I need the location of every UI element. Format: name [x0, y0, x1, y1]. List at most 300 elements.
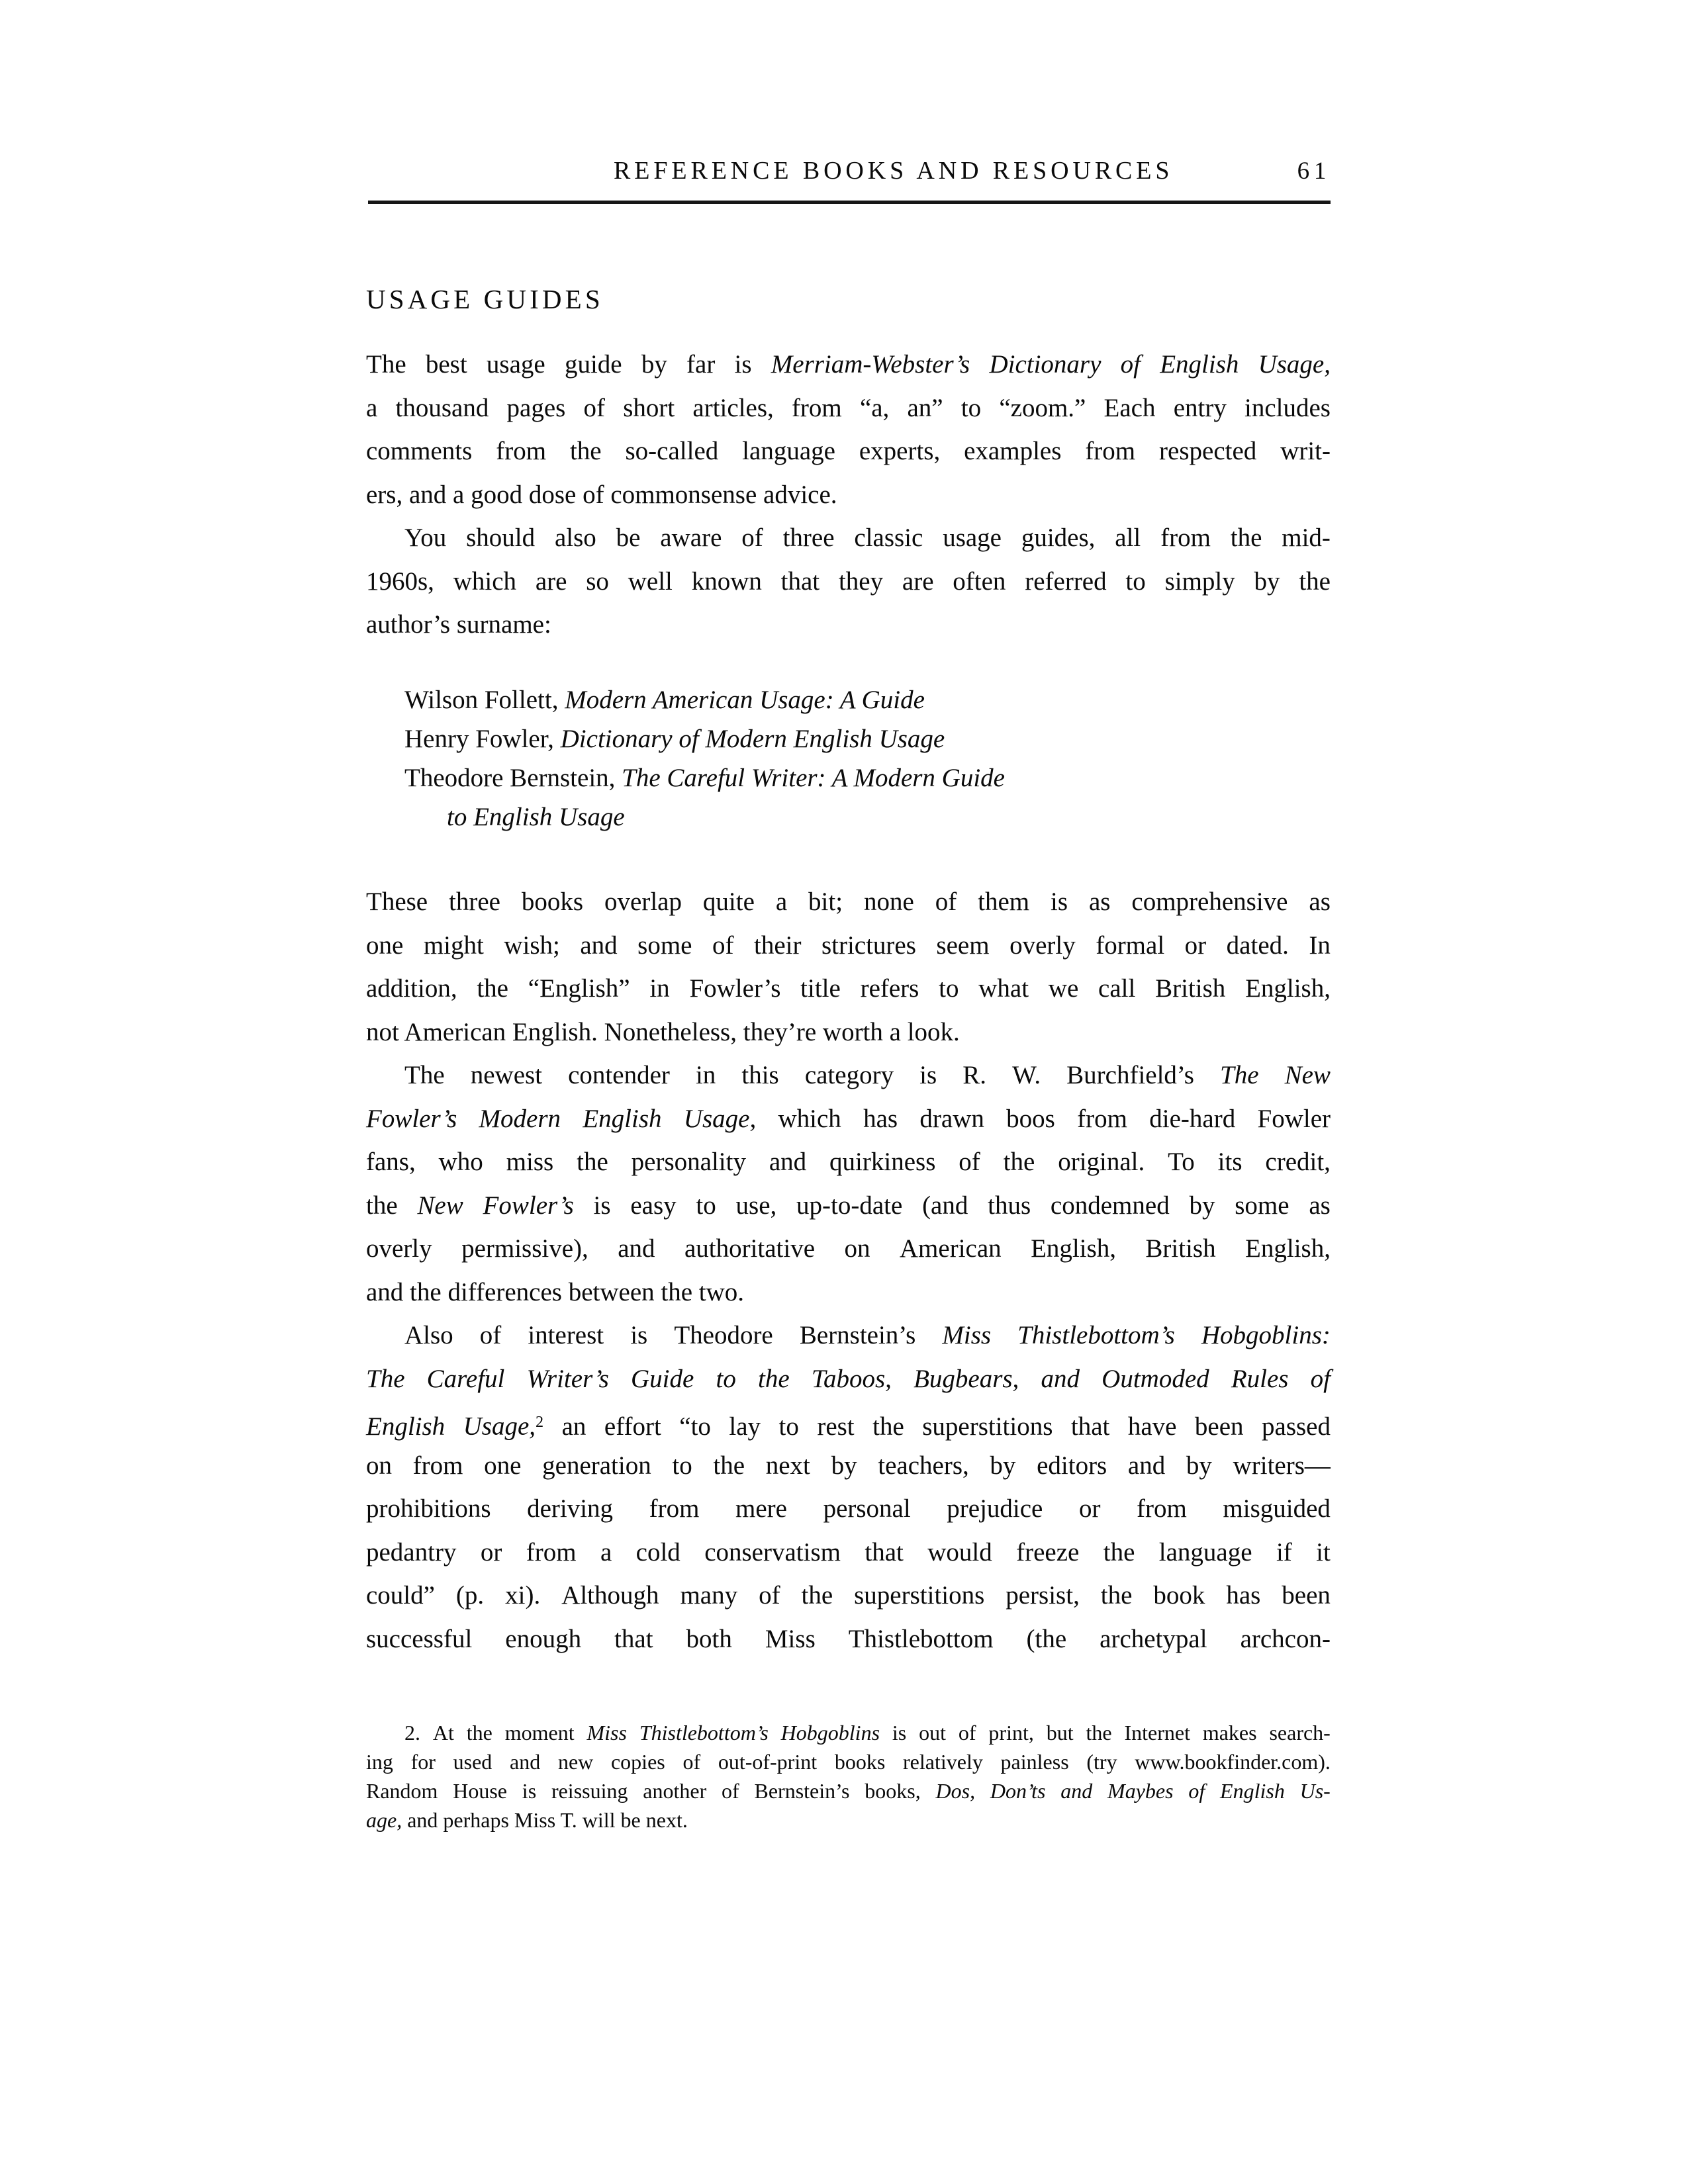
word: the — [1003, 1148, 1035, 1176]
word: best — [425, 350, 467, 379]
word: overlap — [604, 887, 682, 916]
word: Bernstein’s — [754, 1779, 850, 1803]
word: The — [366, 350, 406, 379]
word: “a, — [859, 393, 890, 422]
text-line: ers, and a good dose of commonsense advice. — [366, 480, 837, 509]
word: been — [1194, 1412, 1244, 1441]
word: or — [1078, 1494, 1101, 1523]
word: quite — [702, 887, 755, 916]
word: to — [716, 1364, 736, 1393]
word: is — [1051, 887, 1068, 916]
word: that — [1070, 1412, 1110, 1441]
word: prohibitions — [366, 1494, 491, 1523]
word: refers — [860, 974, 919, 1003]
word: aware — [660, 523, 722, 552]
word: die-hard — [1149, 1104, 1236, 1133]
text-line — [366, 343, 1331, 387]
word: used — [453, 1750, 492, 1774]
word: quirkiness — [829, 1148, 936, 1176]
word: generation — [542, 1451, 651, 1480]
text-line: Henry Fowler, Dictionary of Modern English Usage — [404, 725, 945, 753]
word: Thistlebottom — [848, 1624, 994, 1653]
word: the — [1086, 1721, 1112, 1745]
word: are — [535, 567, 567, 596]
word: copies — [610, 1750, 665, 1774]
word: English, — [1031, 1234, 1116, 1263]
word: overly — [366, 1234, 432, 1263]
word: books — [834, 1750, 886, 1774]
word: Don’ts — [990, 1779, 1046, 1803]
word: what — [978, 974, 1029, 1003]
text-line — [366, 1400, 1331, 1444]
word: Maybes — [1107, 1779, 1174, 1803]
word: rest — [817, 1412, 855, 1441]
word: entry — [1173, 393, 1227, 422]
word: an” — [907, 393, 943, 422]
word: Hobgoblins — [780, 1721, 880, 1745]
word: relatively — [903, 1750, 983, 1774]
text-line: and the differences between the two. — [366, 1277, 745, 1306]
word: Careful — [426, 1364, 505, 1393]
word: of — [479, 1321, 502, 1349]
word: and — [1127, 1451, 1166, 1480]
word: easy — [630, 1191, 677, 1220]
word: respected — [1159, 437, 1257, 465]
word: of — [935, 887, 957, 916]
word: writ- — [1280, 437, 1331, 465]
text-line — [366, 516, 1331, 560]
word: so-called — [625, 437, 719, 465]
word: misguided — [1223, 1494, 1331, 1523]
word: of — [759, 1581, 780, 1610]
word: title — [800, 974, 841, 1003]
word: their — [753, 931, 802, 960]
word: original. — [1058, 1148, 1145, 1176]
word: all — [1115, 523, 1141, 552]
word: often — [953, 567, 1006, 596]
word: that — [780, 567, 820, 596]
word: comprehensive — [1131, 887, 1288, 916]
word: 1960s, — [366, 567, 434, 596]
word: three — [782, 523, 835, 552]
text-line — [366, 1314, 1331, 1357]
word: interest — [528, 1321, 604, 1349]
word: In — [1309, 931, 1331, 960]
word: on — [366, 1451, 392, 1480]
word: freeze — [1016, 1537, 1080, 1567]
word: so — [586, 567, 609, 596]
word: The — [366, 1364, 405, 1393]
word: credit, — [1265, 1148, 1331, 1176]
word: 2. — [404, 1721, 420, 1745]
text-line — [366, 1776, 1331, 1805]
text-line: Theodore Bernstein, The Careful Writer: A Modern Guide — [404, 764, 1005, 792]
word: miss — [506, 1148, 554, 1176]
word: Writer’s — [526, 1364, 609, 1393]
word: thousand — [395, 393, 489, 422]
text-line: age, and perhaps Miss T. will be next. — [366, 1808, 688, 1832]
word: or — [480, 1537, 502, 1567]
word: to — [961, 393, 982, 422]
word: books, — [865, 1779, 921, 1803]
word: (the — [1026, 1624, 1067, 1653]
word: from — [496, 437, 547, 465]
word: in — [649, 974, 670, 1003]
page-number: 61 — [1297, 158, 1331, 185]
word: by — [1189, 1191, 1215, 1220]
word: are — [902, 567, 934, 596]
word: this — [741, 1061, 779, 1089]
word: contender — [568, 1061, 670, 1089]
word: Random — [366, 1779, 438, 1803]
word: should — [466, 523, 536, 552]
running-header-title: REFERENCE BOOKS AND RESOURCES — [614, 157, 1174, 185]
word: condemned — [1050, 1191, 1170, 1220]
word: has — [1226, 1581, 1261, 1610]
word: an — [561, 1412, 586, 1441]
word: who — [438, 1148, 483, 1176]
word: as — [1088, 887, 1111, 916]
word: one — [484, 1451, 522, 1480]
word: permissive), — [461, 1234, 588, 1263]
word: formal — [1096, 931, 1165, 960]
word: or — [1184, 931, 1207, 960]
word: they — [838, 567, 884, 596]
text-line — [366, 1718, 1331, 1747]
word: them — [978, 887, 1030, 916]
word: classic — [854, 523, 923, 552]
word: mid- — [1282, 523, 1331, 552]
word: that — [865, 1537, 904, 1567]
word: of — [712, 931, 734, 960]
word: superstitions — [922, 1412, 1053, 1441]
word: the — [577, 1148, 608, 1176]
word: language — [1158, 1537, 1252, 1567]
footnote-block — [366, 1718, 1331, 1835]
word: of — [722, 1779, 739, 1803]
word: Miss — [586, 1721, 627, 1745]
word: by — [990, 1451, 1016, 1480]
word: Hobgoblins: — [1201, 1321, 1331, 1349]
word: Each — [1103, 393, 1156, 422]
word: is — [892, 1721, 907, 1745]
word: the — [466, 1721, 492, 1745]
word: Dos, — [935, 1779, 976, 1803]
word: search- — [1269, 1721, 1331, 1745]
word: as — [1309, 1191, 1331, 1220]
word: Fowler’s — [366, 1104, 457, 1133]
word: of — [1188, 1779, 1205, 1803]
word: the — [1299, 567, 1331, 596]
word: from — [1085, 437, 1136, 465]
word: is — [522, 1779, 537, 1803]
word: newest — [470, 1061, 543, 1089]
word: and — [769, 1148, 807, 1176]
word: many — [680, 1581, 738, 1610]
text-line: Wilson Follett, Modern American Usage: A Guide — [404, 686, 925, 714]
word: print, — [988, 1721, 1034, 1745]
word: successful — [366, 1624, 473, 1653]
paragraph-block-top — [366, 343, 1331, 647]
word: and — [618, 1234, 655, 1263]
word: out — [919, 1721, 946, 1745]
word: Outmoded — [1102, 1364, 1209, 1393]
word: Also — [404, 1321, 453, 1349]
word: Thistlebottom’s — [1017, 1321, 1175, 1349]
word: xi). — [505, 1581, 541, 1610]
word: archcon- — [1240, 1624, 1331, 1653]
section-heading: USAGE GUIDES — [366, 284, 604, 314]
word: could” — [366, 1581, 435, 1610]
word: reissuing — [551, 1779, 628, 1803]
word: the — [758, 1364, 790, 1393]
word: the — [713, 1451, 745, 1480]
word: addition, — [366, 974, 457, 1003]
word: is — [919, 1061, 937, 1089]
word: of — [682, 1750, 701, 1774]
word: New — [1284, 1061, 1331, 1089]
word: by — [831, 1451, 857, 1480]
word: for — [410, 1750, 436, 1774]
word: makes — [1202, 1721, 1257, 1745]
word: Merriam-Webster’s — [771, 350, 970, 379]
word: “English” — [528, 974, 630, 1003]
word: comments — [366, 437, 473, 465]
word: a — [600, 1537, 612, 1567]
word: deriving — [527, 1494, 614, 1523]
word: usage — [486, 350, 545, 379]
word: from — [1077, 1104, 1127, 1133]
word: a — [775, 887, 788, 916]
word: passed — [1262, 1412, 1331, 1441]
word: simply — [1164, 567, 1235, 596]
word: (and — [922, 1191, 968, 1220]
word: editors — [1037, 1451, 1107, 1480]
text-line — [366, 387, 1331, 430]
word: Taboos, — [811, 1364, 892, 1393]
word: referred — [1025, 567, 1107, 596]
word: painless — [1000, 1750, 1069, 1774]
word: authoritative — [684, 1234, 816, 1263]
word: to — [696, 1191, 716, 1220]
word: of — [741, 523, 763, 552]
word: English, — [1245, 974, 1331, 1003]
word: Bernstein’s — [799, 1321, 916, 1349]
word: to — [1125, 567, 1146, 596]
word: (p. — [455, 1581, 485, 1610]
text-line — [366, 1487, 1331, 1531]
word: to — [672, 1451, 692, 1480]
text-line — [366, 1444, 1331, 1488]
word: dated. — [1226, 931, 1289, 960]
word: To — [1168, 1148, 1195, 1176]
word: the — [872, 1412, 904, 1441]
word: “zoom.” — [999, 393, 1086, 422]
word: overly — [1009, 931, 1076, 960]
word: Bugbears, — [914, 1364, 1019, 1393]
word: personal — [823, 1494, 911, 1523]
word: but — [1046, 1721, 1074, 1745]
text-line — [366, 560, 1331, 604]
word: drawn — [919, 1104, 984, 1133]
word: Fowler — [1257, 1104, 1331, 1133]
text-line — [366, 1574, 1331, 1617]
word: guide — [564, 350, 622, 379]
word: The — [404, 1061, 445, 1089]
word: British — [1155, 974, 1226, 1003]
word: Guide — [631, 1364, 694, 1393]
word: thus — [988, 1191, 1031, 1220]
word: books — [521, 887, 584, 916]
word: includes — [1244, 393, 1331, 422]
text-line — [366, 924, 1331, 968]
word: from — [412, 1451, 463, 1480]
word: the — [1100, 1581, 1133, 1610]
word: both — [686, 1624, 732, 1653]
word: cold — [635, 1537, 680, 1567]
word: from — [1160, 523, 1211, 552]
word: from — [526, 1537, 577, 1567]
word: that — [614, 1624, 653, 1653]
word: prejudice — [947, 1494, 1043, 1523]
running-header — [366, 156, 1331, 185]
word: another — [643, 1779, 707, 1803]
word: persist, — [1006, 1581, 1080, 1610]
word: of — [1310, 1364, 1331, 1393]
word: the — [801, 1581, 833, 1610]
word: which — [453, 567, 517, 596]
text-line: author’s surname: — [366, 610, 551, 639]
book-list — [366, 680, 1331, 837]
word: (try — [1086, 1750, 1117, 1774]
word: book — [1153, 1581, 1205, 1610]
word: guides, — [1021, 523, 1096, 552]
word: new — [557, 1750, 594, 1774]
word: Dictionary — [989, 350, 1102, 379]
word: effort — [604, 1412, 661, 1441]
word: also — [554, 523, 596, 552]
paragraph-block-bottom — [366, 880, 1331, 1661]
word: short — [623, 393, 675, 422]
text-line — [366, 1140, 1331, 1184]
word: experts, — [859, 437, 941, 465]
word: on — [844, 1234, 870, 1263]
word: out-of-print — [718, 1750, 818, 1774]
word: lay — [729, 1412, 761, 1441]
word: articles, — [692, 393, 774, 422]
word: Miss — [942, 1321, 992, 1349]
word: call — [1098, 974, 1136, 1003]
word: R. — [962, 1061, 987, 1089]
word: from — [1137, 1494, 1187, 1523]
word: by — [1186, 1451, 1212, 1480]
word: wish; — [504, 931, 560, 960]
word: seem — [936, 931, 990, 960]
word: English, — [1245, 1234, 1331, 1263]
word: English — [1220, 1779, 1285, 1803]
word: The — [1220, 1061, 1259, 1089]
word: bit; — [808, 887, 843, 916]
word: Miss — [765, 1624, 816, 1653]
word: some — [1235, 1191, 1289, 1220]
word: of — [959, 1148, 980, 1176]
word: American — [899, 1234, 1002, 1263]
word: archetypal — [1100, 1624, 1207, 1653]
word: none — [863, 887, 914, 916]
word: be — [616, 523, 641, 552]
word: its — [1217, 1148, 1243, 1176]
text-line — [366, 880, 1331, 924]
word: up-to-date — [796, 1191, 903, 1220]
word: Although — [561, 1581, 659, 1610]
text-line — [366, 1097, 1331, 1141]
text-line — [366, 1531, 1331, 1574]
word: Fowler’s — [689, 974, 781, 1003]
word: enough — [505, 1624, 582, 1653]
word: the — [366, 1191, 398, 1220]
text-line — [366, 1617, 1331, 1661]
text-line — [366, 1054, 1331, 1097]
word: usage — [943, 523, 1002, 552]
word: a — [366, 393, 378, 422]
word: Usage,$^2$ — [463, 1412, 544, 1441]
word: and — [510, 1750, 541, 1774]
word: examples — [964, 437, 1062, 465]
word: personality — [631, 1148, 746, 1176]
word: language — [742, 437, 835, 465]
word: next — [765, 1451, 810, 1480]
word: been — [1282, 1581, 1331, 1610]
word: have — [1127, 1412, 1177, 1441]
word: English — [1160, 350, 1239, 379]
word: the — [477, 974, 508, 1003]
word: if — [1276, 1537, 1292, 1567]
word: of — [1120, 350, 1141, 379]
word: teachers, — [878, 1451, 969, 1480]
word: would — [927, 1537, 992, 1567]
word: far — [686, 350, 716, 379]
word: English — [583, 1104, 662, 1133]
text-line: to English Usage — [447, 803, 625, 831]
text-line — [366, 967, 1331, 1011]
word: and — [1041, 1364, 1080, 1393]
word: has — [863, 1104, 898, 1133]
word: New — [417, 1191, 463, 1220]
word: which — [778, 1104, 841, 1133]
word: is — [593, 1191, 611, 1220]
word: fans, — [366, 1148, 416, 1176]
word: we — [1048, 974, 1079, 1003]
text-line — [366, 1747, 1331, 1776]
word: Usage, — [683, 1104, 757, 1133]
word: it — [1316, 1537, 1331, 1567]
word: of — [583, 393, 606, 422]
word: to — [778, 1412, 799, 1441]
word: from — [649, 1494, 700, 1523]
word: Burchfield’s — [1066, 1061, 1194, 1089]
word: by — [641, 350, 667, 379]
text-line — [366, 430, 1331, 473]
word: conservatism — [704, 1537, 841, 1567]
word: You — [404, 523, 447, 552]
word: use, — [735, 1191, 777, 1220]
word: Rules — [1231, 1364, 1289, 1393]
word: is — [630, 1321, 648, 1349]
word: Modern — [479, 1104, 561, 1133]
word: Internet — [1124, 1721, 1190, 1745]
word: of — [958, 1721, 976, 1745]
word: These — [366, 887, 428, 916]
